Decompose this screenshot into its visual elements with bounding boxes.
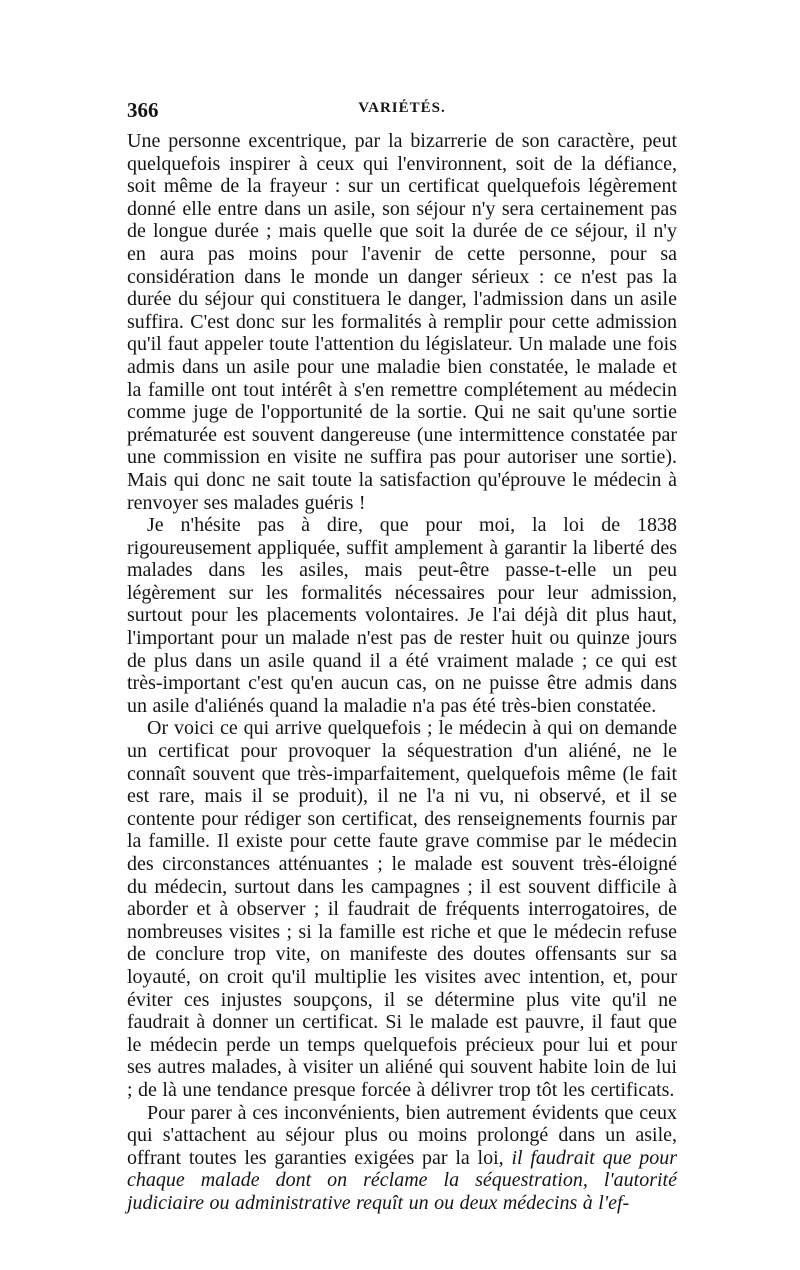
running-head: VARIÉTÉS. [358,100,446,116]
page-number: 366 [127,98,159,122]
paragraph-3: Or voici ce qui arrive quelquefois ; le médecin à qui on demande un certificat pour provoquer la séquestration d'un aliéné, ne le connaît souvent que très-imparfaitement, quelquefois même (le fait est rare, mais il se produit), il ne l'a ni vu, ni observé, et il se contente pour rédiger son certificat, des renseignements fournis par la famille. Il existe pour cette faute grave commise par le médecin des circonstances atténuantes ; le malade est souvent très-éloigné du médecin, surtout dans les campagnes ; il est souvent difficile à aborder et à observer ; il faudrait de fréquents interrogatoires, de nombreuses visites ; si la famille est riche et que le médecin refuse de conclure trop vite, on manifeste des doutes offensants sur sa loyauté, on croit qu'il multiplie les visites avec intention, et, pour éviter ces injustes soupçons, il se détermine plus vite qu'il ne faudrait à donner un certificat. Si le malade est pauvre, il faut que le médecin perde un temps quelquefois précieux pour lui et pour ses autres malades, à visiter un aliéné qui souvent habite loin de lui ; de là une tendance presque forcée à délivrer trop tôt les certificats. [127,717,677,1101]
paragraph-2: Je n'hésite pas à dire, que pour moi, la loi de 1838 rigoureusement appliquée, suffit amplement à garantir la liberté des malades dans les asiles, mais peut-être passe-t-elle un peu légèrement sur les formalités nécessaires pour leur admission, surtout pour les placements volontaires. Je l'ai déjà dit plus haut, l'important pour un malade n'est pas de rester huit ou quinze jours de plus dans un asile quand il a été vraiment malade ; ce qui est très-important c'est qu'en aucun cas, on ne puisse être admis dans un asile d'aliénés quand la maladie n'a pas été très-bien constatée. [127,514,677,717]
body-text [127,130,677,1215]
paragraph-1: Une personne excentrique, par la bizarrerie de son caractère, peut quelquefois inspirer à ceux qui l'environnent, soit de la défiance, soit même de la frayeur : sur un certificat quelquefois légèrement donné elle entre dans un asile, son séjour n'y sera certainement pas de longue durée ; mais quelle que soit la durée de ce séjour, il n'y en aura pas moins pour l'avenir de cette personne, pour sa considération dans le monde un danger sérieux : ce n'est pas la durée du séjour qui constituera le danger, l'admission dans un asile suffira. C'est donc sur les formalités à remplir pour cette admission qu'il faut appeler toute l'attention du législateur. Un malade une fois admis dans un asile pour une maladie bien constatée, le malade et la famille ont tout intérêt à s'en remettre complétement au médecin comme juge de l'opportunité de la sortie. Qui ne sait qu'une sortie prématurée est souvent dangereuse (une intermittence constatée par une commission en visite ne suffira pas pour autoriser une sortie). Mais qui donc ne sait toute la satisfaction qu'éprouve le médecin à renvoyer ses malades guéris ! [127,130,677,514]
paragraph-4: Pour parer à ces inconvénients, bien autrement évidents que ceux qui s'attachent au séjour plus ou moins prolongé dans un asile, offrant toutes les garanties exigées par la loi, il faudrait que pour chaque malade dont on réclame la séquestration, l'autorité judiciaire ou administrative requît un ou deux médecins à l'ef- [127,1101,678,1214]
page-header [127,98,677,124]
italic-passage: il faudrait que pour chaque malade dont on réclame la séquestration, l'autorité judiciaire ou administrative requît un ou deux médecins à l'ef- [127,1146,678,1214]
